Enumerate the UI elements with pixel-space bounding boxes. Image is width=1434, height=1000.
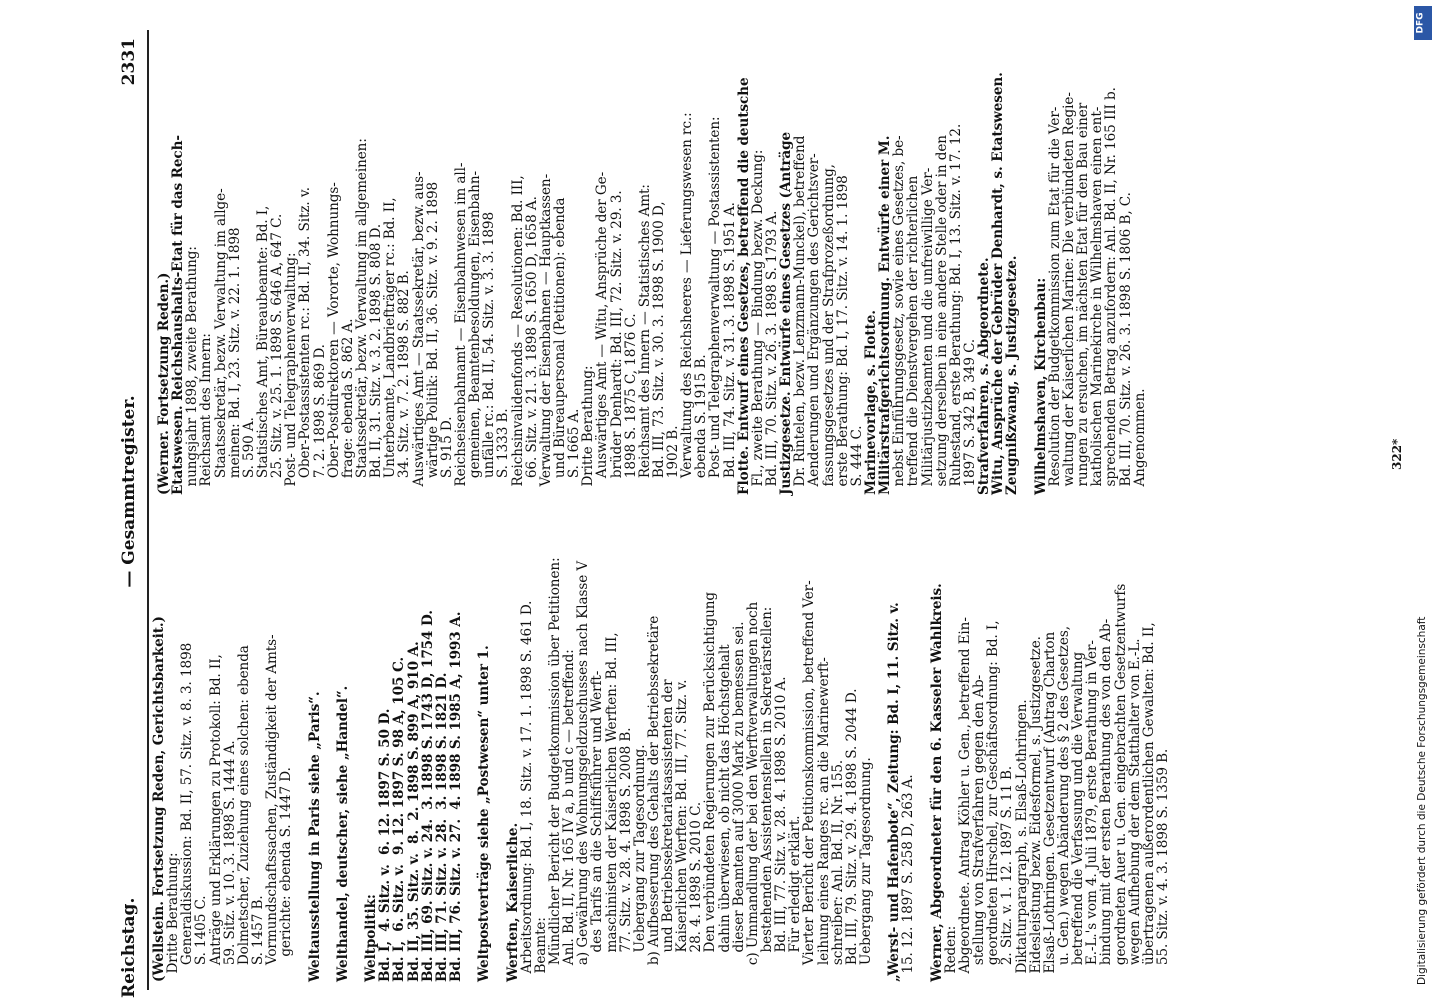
- register-line: Justizgesetze. Entwürfe eines Gesetzes (Anträge: [778, 131, 795, 495]
- register-line: Abgeordnete. Antrag Köhler u. Gen., betreffend Ein-: [957, 617, 974, 982]
- register-line: Staatssekretär, bezw. Verwaltung im allgemeinen:: [353, 138, 370, 495]
- register-line: katholischen Marinekirche in Wilhelmshaven einen ent-: [1089, 106, 1106, 495]
- register-line: nungsjahr 1898, zweite Berathung:: [184, 246, 201, 495]
- register-line: stellung von Strafverfahren gegen den Ab-: [971, 674, 988, 982]
- register-line: Reichsamt des Innern:: [198, 333, 215, 495]
- register-line: Resolution der Budgetkommission zum Etat für die Ver-: [1046, 106, 1063, 495]
- register-line: Auswärtiges Amt — Staatssekretär, bezw. aus-: [410, 171, 427, 495]
- register-line: Werner, Abgeordneter für den 6. Kasseler Wahlkreis.: [928, 583, 945, 982]
- register-line: Fl., zweite Berathung — Bindung bezw. Deckung:: [749, 149, 766, 495]
- register-line: Reichsinvalidenfonds — Resolutionen: Bd. III,: [509, 175, 526, 495]
- register-line: treffend die Dienstvergehen der richterlichen: [905, 175, 922, 495]
- register-line: Dritte Berathung:: [165, 852, 182, 982]
- register-line: Bd. I, 4. Sitz. v. 6. 12. 1897 S. 50 D.: [377, 708, 394, 982]
- register-line: unfälle rc.: Bd. II, 54. Sitz. v. 3. 3. 1898: [481, 212, 498, 495]
- register-line: 34. Sitz. v. 7. 2. 1898 S. 882 B.: [396, 270, 413, 495]
- register-line: Bd. III, 70. Sitz. v. 26. 3. 1898 S. 1806 B, C.: [1117, 192, 1134, 495]
- column-right: [157, 25, 1147, 495]
- register-line: Auswärtiges Amt — Witu, Ansprüche der Ge-: [594, 171, 611, 495]
- register-line: S. 1665 A.: [566, 408, 583, 495]
- register-line: meinen: Bd. I, 23. Sitz. v. 22. 1. 1898: [226, 227, 243, 495]
- register-line: sprechenden Betrag anzufordern: Anl. Bd. II, Nr. 165 III b.: [1103, 87, 1120, 495]
- register-line: Ober-Postassistenten rc.: Bd. II, 34. Sitz. v.: [297, 186, 314, 495]
- register-line: Beamte:: [532, 917, 549, 982]
- register-line: geordneten Hirschel, zur Geschäftsordnung: Bd. I,: [985, 620, 1002, 982]
- register-line: schreiber: Anl. Bd. II, Nr. 155.: [829, 759, 846, 982]
- register-line: setzung derselben in eine andere Stelle oder in den: [933, 135, 950, 495]
- register-line: [1020, 25, 1034, 495]
- register-line: Arbeitsordnung: Bd. I, 18. Sitz. v. 17. 1. 1898 S. 461 D.: [518, 600, 535, 982]
- register-line: Strafverfahren, s. Abgeordnete.: [976, 257, 993, 495]
- register-line: Diktaturparagraph, s. Elsaß-Lothringen.: [1013, 699, 1030, 982]
- register-line: Militärjustizbeamten und die unfreiwillige Ver-: [919, 167, 936, 495]
- register-line: Reichsamt des Innern — Statistisches Amt:: [636, 184, 653, 495]
- register-line: Bd. III, 69. Sitz. v. 24. 3. 1898 S. 1743 D, 1754 D.: [419, 610, 436, 982]
- register-line: übertragenen außerordentlichen Gewalten: Bd. II,: [1140, 622, 1157, 982]
- register-page: [60, 0, 1404, 1000]
- register-line: frage: ebenda S. 862 A.: [339, 318, 356, 495]
- register-line: 59. Sitz. v. 10. 3. 1898 S. 1444 A.: [221, 740, 238, 982]
- register-line: Bd. III, 77. Sitz. v. 28. 4. 1898 S. 2010 A.: [773, 676, 790, 982]
- register-line: Ober-Postdirektoren — Vororte, Wohnungs-: [325, 182, 342, 495]
- register-line: wärtige Politik: Bd. II, 36. Sitz. v. 9. 2. 1898: [424, 181, 441, 495]
- register-line: [873, 507, 887, 982]
- column-left: [152, 507, 1170, 982]
- register-line: ebenda S. 1915 B.: [693, 354, 710, 495]
- register-line: erste Berathung: Bd. I, 17. Sitz. v. 14. 1. 1898: [834, 175, 851, 495]
- register-line: Ruhestand, erste Berathung: Bd. I, 13. Sitz. v. 17. 12.: [947, 123, 964, 495]
- register-line: gerichte: ebenda S. 1447 D.: [278, 767, 295, 982]
- page-header: [112, 38, 146, 998]
- dfg-logo-text: DFG: [1415, 12, 1426, 34]
- register-line: Bd. III, 73. Sitz. v. 30. 3. 1898 S. 1900 D,: [650, 201, 667, 495]
- register-line: Post- und Telegraphenverwaltung — Postassistenten:: [707, 116, 724, 495]
- register-line: Angenommen.: [1131, 388, 1148, 495]
- register-line: S. 1333 B.: [495, 408, 512, 495]
- register-line: und Betriebssekretariatsassistenten der: [660, 679, 677, 982]
- register-line: Uebergang zur Tagesordnung.: [858, 757, 875, 982]
- register-line: Elsaß-Lothringen. Gesetzentwurf (Antrag Charton: [1041, 631, 1058, 982]
- signature-mark: 322*: [1390, 438, 1404, 470]
- dfg-logo: [1414, 6, 1432, 40]
- register-line: Bd. III, 76. Sitz. v. 27. 4. 1898 S. 1985 A, 1993 A.: [447, 611, 464, 982]
- register-line: Generaldiskussion: Bd. II, 57. Sitz. v. 8. 3. 1898: [179, 642, 196, 982]
- register-line: gemeinen, Beamtenbesoldungen, Eisenbahn-: [467, 171, 484, 495]
- header-rule: [147, 30, 149, 990]
- register-line: 1897 S. 342 B, 349 C.: [962, 338, 979, 495]
- header-left: Reichstag.: [119, 897, 139, 998]
- register-line: Mündlicher Bericht der Budgetkommission über Petitionen:: [546, 557, 563, 982]
- register-line: und Büreaupersonal (Petitionen): ebenda: [551, 197, 568, 495]
- register-line: Bd. II, 31. Sitz. v. 3. 2. 1898 S. 808 D.: [368, 223, 385, 495]
- register-line: (Wellstein. Fortsetzung Reden, Gerichtsbarkeit.): [151, 616, 167, 982]
- register-line: [463, 507, 477, 982]
- register-line: geordneten Auer u. Gen. eingebrachten Gesetzentwurfs: [1112, 583, 1129, 982]
- page-number: 2331: [119, 38, 139, 86]
- register-line: 2. Sitz. v. 1. 12. 1897 S. 11 B.: [999, 765, 1016, 982]
- register-line: Bd. I, 6. Sitz. v. 9. 12. 1897 S. 98 A, 105 C.: [391, 656, 408, 982]
- header-title: — Gesammtregister.: [119, 395, 139, 588]
- register-line: [350, 507, 364, 982]
- register-line: Reden:: [942, 925, 959, 982]
- register-line: Dritte Berathung:: [580, 365, 597, 495]
- register-line: wegen Aufhebung der dem Statthalter von E.-L.: [1126, 638, 1143, 982]
- digitization-sidebar: [1412, 0, 1434, 1000]
- register-line: 7. 2. 1898 S. 869 D.: [311, 344, 328, 495]
- register-line: a) Gewährung des Wohnungsgeldzuschusses nach Klasse V: [575, 560, 592, 982]
- register-line: fassungsgesetzes und der Strafprozeßordnung,: [820, 164, 837, 495]
- register-line: 77. Sitz. v. 28. 4. 1898 S. 2008 B.: [617, 727, 634, 982]
- register-line: S. 1457 B.: [249, 895, 266, 982]
- register-line: S. 444 C.: [848, 425, 865, 495]
- register-line: 1898 S. 1875 C, 1876 C.: [622, 313, 639, 495]
- register-line: brüder Denhardt: Bd. III, 72. Sitz. v. 29. 3.: [608, 190, 625, 495]
- register-line: rungen zu ersuchen, im nächsten Etat für den Bau einer: [1075, 102, 1092, 495]
- register-line: Für erledigt erklärt.: [787, 815, 804, 982]
- register-line: Verwaltung der Eisenbahnen — Hauptkassen-: [537, 173, 554, 495]
- register-line: [491, 507, 505, 982]
- register-line: 25. Sitz. v. 25. 1. 1898 S. 646 A, 647 C.: [269, 213, 286, 495]
- register-line: des Tarifs an die Schiffsführer und Werft-: [589, 670, 606, 982]
- register-line: Reichseisenbahnamt — Eisenbahnwesen im all-: [452, 162, 469, 495]
- register-line: Wilhelmshaven, Kirchenbau:: [1032, 277, 1049, 495]
- register-line: u. Gen.) wegen Abänderung des § 2 des Gesetzes,: [1056, 626, 1072, 982]
- register-line: „Werst- und Hafenbote“, Zeitung: Bd. I, 11. Sitz. v.: [886, 602, 903, 982]
- register-line: Bd. III, 79. Sitz. v. 29. 4. 1898 S. 2044 D.: [843, 688, 860, 982]
- register-line: Vierter Bericht der Petitionskommission, betreffend Ver-: [801, 580, 818, 982]
- register-line: S. 915 D.: [438, 416, 455, 495]
- register-line: E.-L.'s vom 4. Juli 1879, erste Berathung in Ver-: [1084, 640, 1101, 982]
- register-line: Den verbündeten Regierungen zur Berücksichtigung: [702, 591, 719, 982]
- register-line: Weltpolitik:: [363, 894, 380, 982]
- register-line: bindung mit der ersten Berathung des von den Ab-: [1098, 618, 1115, 982]
- register-line: Zeugnißzwang, s. Justizgesetze.: [1004, 255, 1021, 495]
- register-line: b) Aufbesserung des Gehalts der Betriebssekretäre: [645, 615, 662, 982]
- register-line: [322, 507, 336, 982]
- register-line: 66. Sitz. v. 21. 3. 1898 S. 1650 D, 1658 A.: [523, 196, 540, 495]
- register-line: Marinevorlage, s. Flotte.: [863, 310, 880, 495]
- register-line: 28. 4. 1898 S. 2010 C.: [688, 801, 705, 982]
- register-line: leihung eines Ranges rc. an die Marinewerft-: [815, 657, 832, 982]
- register-line: Weltausstellung in Paris siehe „Paris“.: [306, 691, 323, 982]
- register-line: Unterbeamte, Landbriefträger rc.: Bd. II,: [382, 197, 399, 495]
- register-line: S. 590 A.: [240, 417, 257, 495]
- register-line: [293, 507, 307, 982]
- register-line: Bd. II, 35. Sitz. v. 8. 2. 1898 S. 899 A, 910 A.: [405, 641, 422, 982]
- register-line: Anträge und Erklärungen zu Protokoll: Bd. II,: [207, 654, 224, 982]
- register-line: 55. Sitz. v. 4. 3. 1898 S. 1359 B.: [1154, 748, 1171, 982]
- register-line: Anl. Bd. II, Nr. 165 IV a, b und c — betreffend:: [561, 649, 578, 982]
- register-line: maschinisten der Kaiserlichen Werften: Bd. III,: [603, 632, 620, 982]
- register-line: dahin überwiesen, ob nicht das Höchstgehalt: [716, 644, 733, 982]
- register-line: Vormundschaftssachen, Zuständigkeit der Amts-: [264, 634, 281, 982]
- register-line: [916, 507, 930, 982]
- register-line: Witu, Ansprüche der Gebrüder Denhardt, s. Etatswesen.: [990, 72, 1007, 495]
- digitization-note: Digitalisierung gefördert durch die Deutsche Forschungsgemeinschaft: [1416, 616, 1428, 985]
- register-line: bestehenden Assistentenstellen in Sekretärstellen:: [759, 606, 776, 982]
- register-line: Werften, Kaiserliche.: [504, 822, 521, 982]
- register-line: Bd. III, 71. Sitz. v. 28. 3. 1898 S. 1821 D.: [433, 672, 450, 982]
- register-line: Uebergang zur Tagesordnung.: [631, 744, 648, 982]
- register-line: nebst Einführungsgesetz, sowie eines Gesetzes, be-: [891, 135, 908, 495]
- register-line: Verwaltung des Reichsheeres — Lieferungswesen rc.:: [679, 112, 696, 495]
- register-line: Weltpostverträge siehe „Postwesen“ unter 1.: [476, 645, 493, 982]
- register-line: (Werner. Fortsetzung Reden.): [156, 272, 172, 495]
- register-line: dieser Beamten auf 3000 Mark zu bemessen sei.: [730, 621, 747, 982]
- register-line: S. 1405 C.: [193, 895, 210, 982]
- register-line: Post- und Telegraphenverwaltung:: [283, 252, 300, 495]
- register-line: Kaiserlichen Werften: Bd. III, 77. Sitz. v.: [674, 679, 691, 982]
- register-line: Flotte. Entwurf eines Gesetzes, betreffend die deutsche: [735, 77, 752, 495]
- register-line: Etatswesen. Reichshaushalts-Etat für das Rech-: [170, 135, 187, 495]
- register-line: 15. 12. 1897 S. 258 D, 263 A.: [900, 774, 917, 982]
- register-line: betreffend die Verfassung und die Verwaltung: [1070, 651, 1087, 982]
- register-line: Eidesleistung bezw. Eidesformel, s. Justizgesetze.: [1027, 636, 1044, 982]
- register-line: Dr. Rintelen, bezw. Lenzmann-Munckel), betreffend: [792, 135, 809, 495]
- register-line: Bd. III, 70. Sitz. v. 26. 3. 1898 S. 1793 A.: [764, 210, 781, 495]
- register-line: Dolmetscher, Zuziehung eines solchen: ebenda: [235, 645, 252, 982]
- register-line: Welthandel, deutscher, siehe „Handel“.: [334, 685, 351, 982]
- register-line: Statistisches Amt, Büreaubeamte: Bd. I,: [254, 205, 271, 495]
- register-line: Staatssekretär, bezw. Verwaltung im allge-: [212, 188, 229, 495]
- register-line: Bd. III, 74. Sitz. v. 31. 3. 1898 S. 1951 A.: [721, 202, 738, 495]
- register-line: Aenderungen und Ergänzungen des Gerichtsver-: [806, 153, 823, 495]
- register-line: waltung der Kaiserlichen Marine: Die verbündeten Regie-: [1061, 92, 1077, 495]
- register-line: c) Ummandlung der bei den Werftverwaltungen noch: [744, 601, 761, 982]
- register-line: 1902 B.: [665, 425, 682, 495]
- register-line: Militärstrafgerichtsordnung. Entwürfe einer M.: [877, 135, 894, 495]
